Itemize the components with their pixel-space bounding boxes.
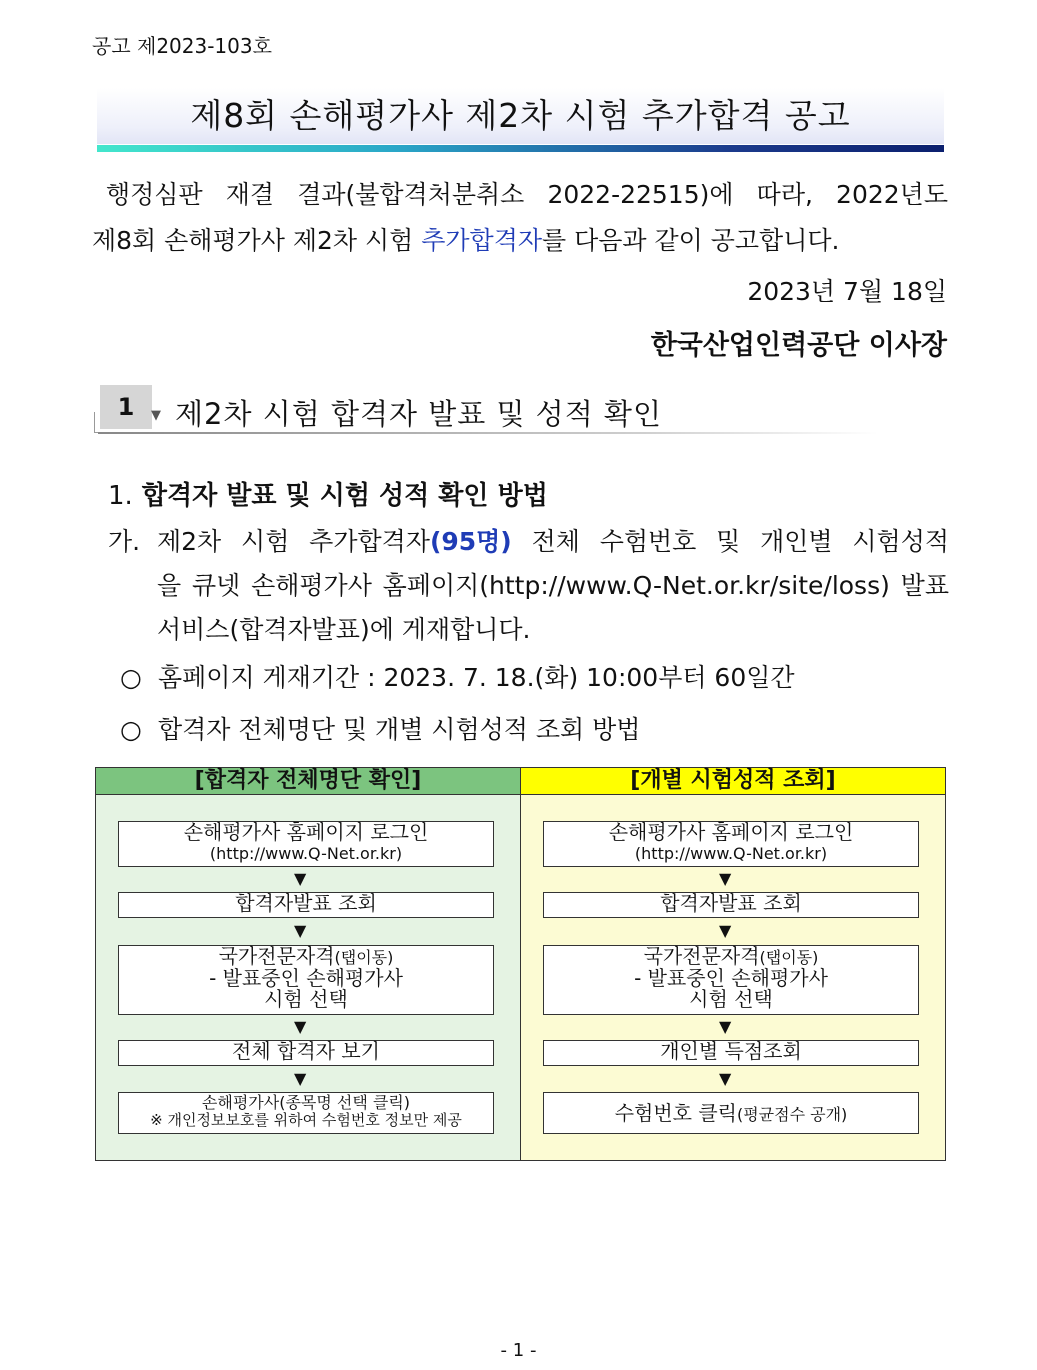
passer-count: (95명) [429,527,512,556]
arrow-down-icon: ▼ [719,921,732,940]
step-text-note: (탭이동) [334,948,394,967]
item-label: 가. [108,527,141,556]
section-number-badge: 1 [100,385,152,429]
left-flow-column [96,795,521,1161]
intro-line-1: 행정심판 재결 결과(불합격처분취소 2022-22515)에 따라, 2022년도 [106,180,948,209]
step-click-exam-number [543,1092,919,1134]
circle-bullet-icon: ○ [120,663,142,692]
item-line-3: 서비스(합격자발표)에 게재합니다. [157,615,531,644]
triangle-down-icon: ▼ [151,408,161,423]
step-login [543,821,919,867]
left-column-header: [합격자 전체명단 확인] [96,768,521,795]
step-text-main: 국가전문자격 [643,944,760,968]
step-text: - 발표중인 손해평가사 [634,966,828,990]
item-line-1 [157,520,949,564]
step-text-main: 수험번호 클릭 [614,1101,737,1125]
bullet-lookup-method [120,710,640,746]
item-line-1-tail: 전체 수험번호 및 개인별 시험성적 [511,527,950,556]
arrow-down-icon: ▼ [719,1017,732,1036]
page-number: - 1 - [500,1340,537,1361]
step-select-exam [543,945,919,1015]
title-underline [97,145,944,152]
right-flow-column [521,795,946,1161]
step-text-main: 국가전문자격 [218,944,335,968]
subheading-text: 합격자 발표 및 시험 성적 확인 방법 [141,481,548,511]
intro-paragraph [92,172,948,264]
step-url: (http://www.Q-Net.or.kr) [634,844,828,863]
bullet-text: 홈페이지 게재기간 : 2023. 7. 18.(화) 10:00부터 60일간 [158,663,795,692]
issuing-organization: 한국산업인력공단 이사장 [650,330,947,361]
section-divider [98,432,878,434]
arrow-down-icon: ▼ [719,869,732,888]
page-title: 제8회 손해평가사 제2차 시험 추가합격 공고 [97,88,944,144]
arrow-down-icon: ▼ [294,1017,307,1036]
right-column-header: [개별 시험성적 조회] [521,768,946,795]
section-title: 제2차 시험 합격자 발표 및 성적 확인 [175,397,662,431]
step-text: 시험 선택 [264,987,348,1011]
section-bracket [94,412,99,433]
intro-line-2 [92,218,948,264]
step-individual-score: 개인별 득점조회 [543,1040,919,1066]
bullet-posting-period [120,658,795,694]
step-text: 손해평가사(종목명 선택 클릭) [201,1093,411,1112]
subheading [108,475,548,512]
step-view-all: 전체 합격자 보기 [118,1040,494,1066]
subheading-number: 1. [108,481,133,511]
notice-number: 공고 제2023-103호 [92,34,272,58]
bullet-text: 합격자 전체명단 및 개별 시험성적 조회 방법 [158,715,641,744]
arrow-down-icon: ▼ [294,1069,307,1088]
circle-bullet-icon: ○ [120,715,142,744]
step-text: 시험 선택 [689,987,773,1011]
item-line-2: 을 큐넷 손해평가사 홈페이지(http://www.Q-Net.or.kr/site/loss) 발표 [157,571,949,600]
step-select-exam [118,945,494,1015]
step-text [119,946,493,968]
notice-date: 2023년 7월 18일 [747,277,947,306]
step-results: 합격자발표 조회 [543,892,919,918]
arrow-down-icon: ▼ [294,921,307,940]
arrow-down-icon: ▼ [294,869,307,888]
step-results: 합격자발표 조회 [118,892,494,918]
intro-line-2-text: 제8회 손해평가사 제2차 시험 [92,226,422,255]
step-text: 손해평가사 홈페이지 로그인 [183,820,429,844]
step-url: (http://www.Q-Net.or.kr) [209,844,403,863]
step-login [118,821,494,867]
highlight-additional-passers: 추가합격자 [421,226,543,255]
item-line-1-text: 제2차 시험 추가합격자 [157,527,430,556]
step-text [544,946,918,968]
step-text-note: (평균점수 공개) [736,1105,848,1124]
intro-line-2-tail: 를 다음과 같이 공고합니다. [542,226,840,255]
arrow-down-icon: ▼ [719,1069,732,1088]
step-note: ※ 개인정보보호를 위하여 수험번호 정보만 제공 [150,1111,462,1129]
lookup-flow-table [95,767,946,1161]
item-body [157,520,949,652]
step-click-item [118,1092,494,1134]
step-text-note: (탭이동) [759,948,819,967]
step-text: - 발표중인 손해평가사 [209,966,403,990]
step-text: 손해평가사 홈페이지 로그인 [608,820,854,844]
